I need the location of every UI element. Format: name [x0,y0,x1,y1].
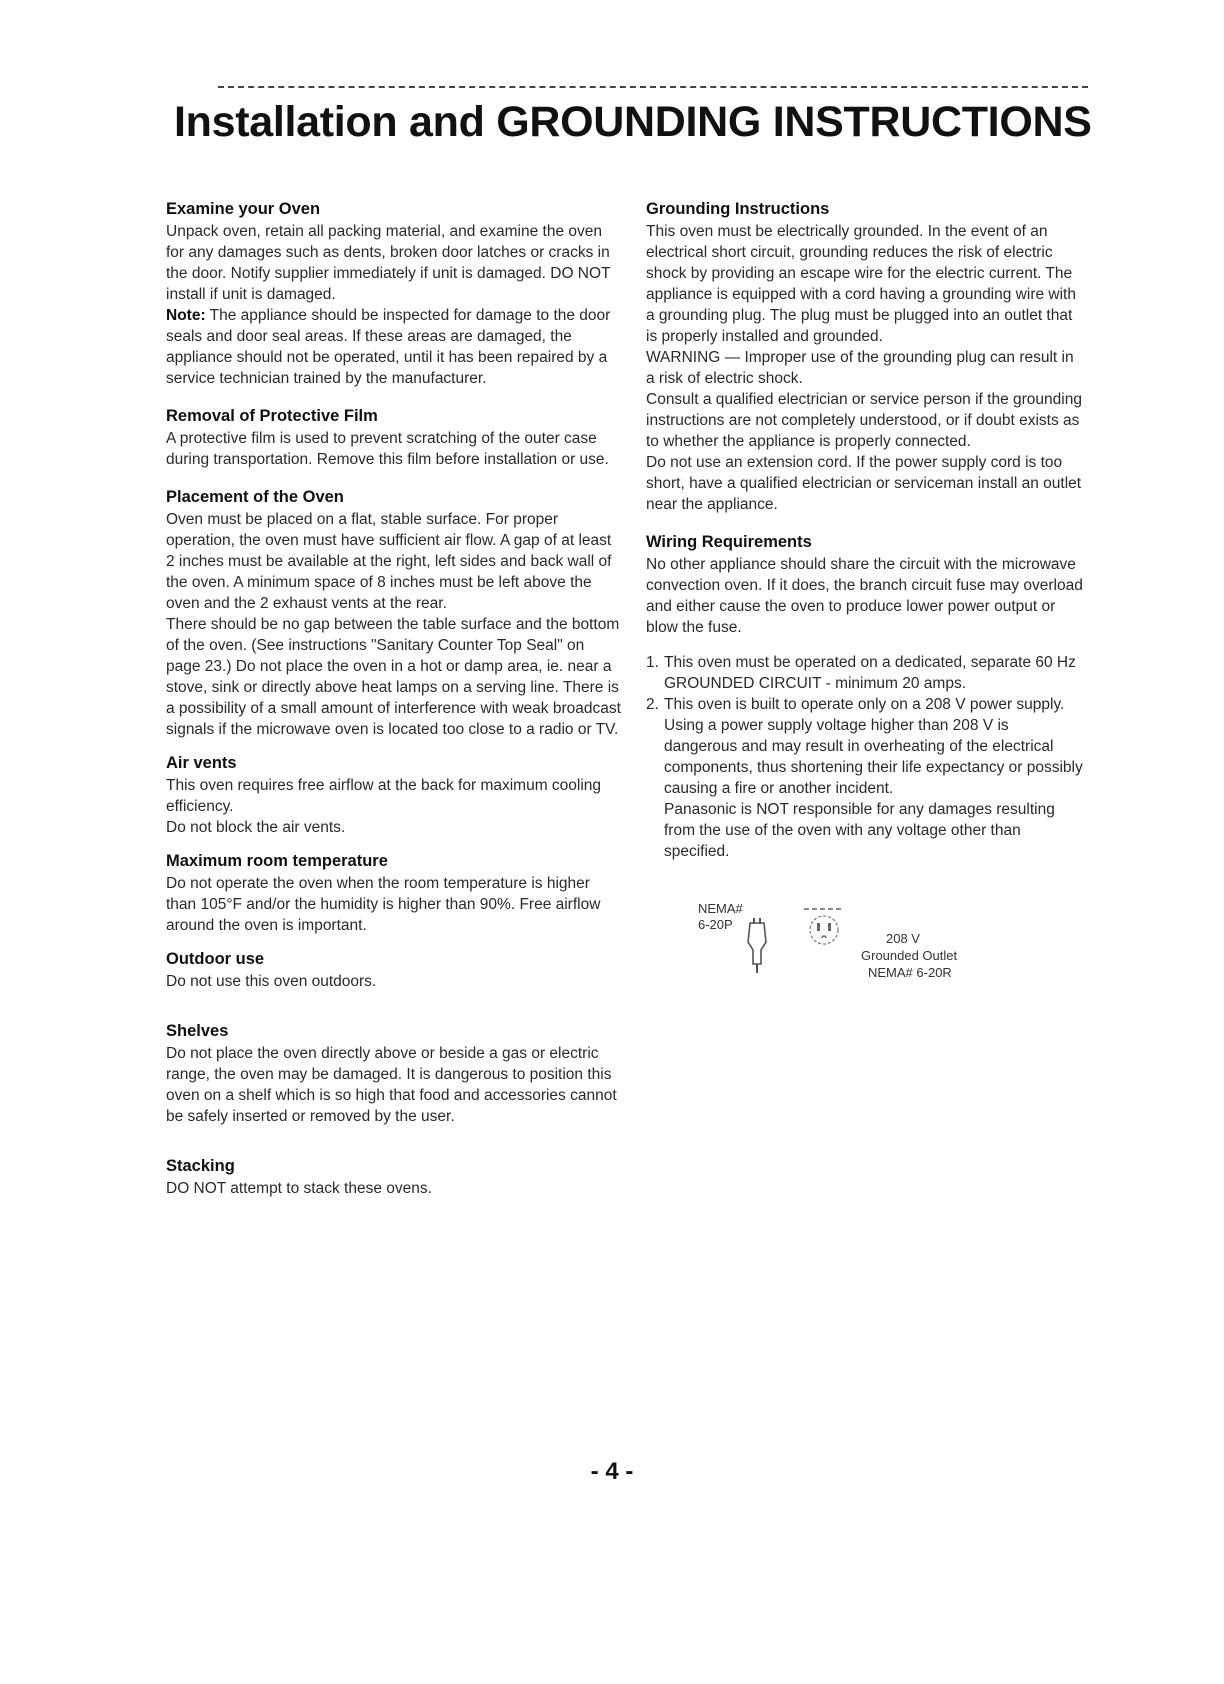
right-column [646,200,1086,1024]
section-heading: Removal of Protective Film [166,407,378,425]
section-body: Do not place the oven directly above or beside a gas or electric range, the oven may be damaged. It is dangerous to position this oven on a shelf which is so high that food and accessories cannot be safely inserted or removed by the user. [166,1045,617,1125]
plug-icon [741,918,773,974]
section-grounding [646,200,1086,515]
section-body: Unpack oven, retain all packing material, and examine the oven for any damages such as dents, broken door latches or cracks in the door. Notify supplier immediately if unit is damaged. DO NOT install if unit is damaged. [166,223,611,303]
plug-label-1: NEMA# [698,901,743,916]
header-rule [218,86,1088,88]
section-room-temperature [166,852,621,936]
section-heading: Stacking [166,1157,235,1175]
section-outdoor-use [166,950,621,992]
section-protective-film [166,407,621,470]
section-stacking [166,1157,621,1199]
section-heading: Air vents [166,754,237,772]
section-body: This oven requires free airflow at the back for maximum cooling efficiency. [166,777,602,815]
section-heading: Grounding Instructions [646,200,830,218]
section-body: Do not operate the oven when the room temperature is higher than 105°F and/or the humidity is higher than 90%. Free airflow around the oven is important. [166,875,601,934]
outlet-label-1: 208 V [886,931,920,946]
section-heading: Maximum room temperature [166,852,388,870]
section-body: Do not block the air vents. [166,819,346,836]
section-body: No other appliance should share the circuit with the microwave convection oven. If it does, the branch circuit fuse may overload and either cause the oven to produce lower power output or blow the fuse. [646,556,1083,636]
disclaimer-text: Panasonic is NOT responsible for any damages resulting from the use of the oven with any voltage other than specified. [664,801,1055,860]
section-body: DO NOT attempt to stack these ovens. [166,1180,432,1197]
section-shelves [166,1022,621,1127]
section-body: A protective film is used to prevent scratching of the outer case during transportation. Remove this film before installation or use. [166,430,609,468]
list-number: 2. [646,696,659,713]
section-heading: Examine your Oven [166,200,321,218]
plug-label-2: 6-20P [698,917,733,932]
section-body: Do not use an extension cord. If the power supply cord is too short, have a qualified electrician or serviceman install an outlet near the appliance. [646,454,1082,513]
page-title: Installation and GROUNDING INSTRUCTIONS [174,98,1092,146]
section-body: Do not use this oven outdoors. [166,973,377,990]
section-body: This oven must be electrically grounded. In the event of an electrical short circuit, grounding reduces the risk of electric shock by providing an escape wire for the electric current. The appliance is equipped with a cord having a grounding wire with a grounding plug. The plug must be plugged into an outlet that is properly installed and grounded. [646,223,1076,345]
section-heading: Outdoor use [166,950,265,968]
section-wiring [646,533,1086,1010]
list-item [646,652,1086,694]
left-column [166,200,621,1213]
section-heading: Shelves [166,1022,229,1040]
section-body: Consult a qualified electrician or service person if the grounding instructions are not completely understood, or if doubt exists as to whether the appliance is properly connected. [646,391,1082,450]
section-heading: Placement of the Oven [166,488,344,506]
section-heading: Wiring Requirements [646,533,812,551]
list-item [646,694,1086,799]
plug-outlet-figure [646,900,1086,1010]
page-number: - 4 - [590,1458,634,1485]
note-body: The appliance should be inspected for damage to the door seals and door seal areas. If these areas are damaged, the appliance should not be operated, until it has been repaired by a service technician trained by the manufacturer. [166,307,611,387]
outlet-icon [802,906,846,952]
section-air-vents [166,754,621,838]
section-examine [166,200,621,389]
list-text: This oven is built to operate only on a 208 V power supply. Using a power supply voltage higher than 208 V is dangerous and may result in overheating of the electrical components, thus shortening their life expectancy or possibly causing a fire or another incident. [664,696,1083,797]
section-body: Oven must be placed on a flat, stable surface. For proper operation, the oven must have sufficient air flow. A gap of at least 2 inches must be available at the right, left sides and back wall of the oven. A minimum space of 8 inches must be left above the oven and the 2 exhaust vents at the rear. [166,511,612,612]
section-placement [166,488,621,740]
note-paragraph [166,305,621,389]
list-number: 1. [646,654,659,671]
outlet-label-3: NEMA# 6-20R [868,965,952,980]
section-body: There should be no gap between the table surface and the bottom of the oven. (See instructions "Sanitary Counter Top Seal" on page 23.) Do not place the oven in a hot or damp area, ie. near a stove, sink or directly above heat lamps on a serving line. There is a possibility of a small amount of interference with weak broadcast signals if the microwave oven is located too close to a radio or TV. [166,616,621,738]
outlet-label-2: Grounded Outlet [861,948,958,963]
note-label: Note: [166,307,206,324]
list-text: This oven must be operated on a dedicated, separate 60 Hz GROUNDED CIRCUIT - minimum 20 amps. [664,654,1076,692]
warning-text: WARNING — Improper use of the grounding plug can result in a risk of electric shock. [646,349,1074,387]
requirements-list [646,652,1086,799]
